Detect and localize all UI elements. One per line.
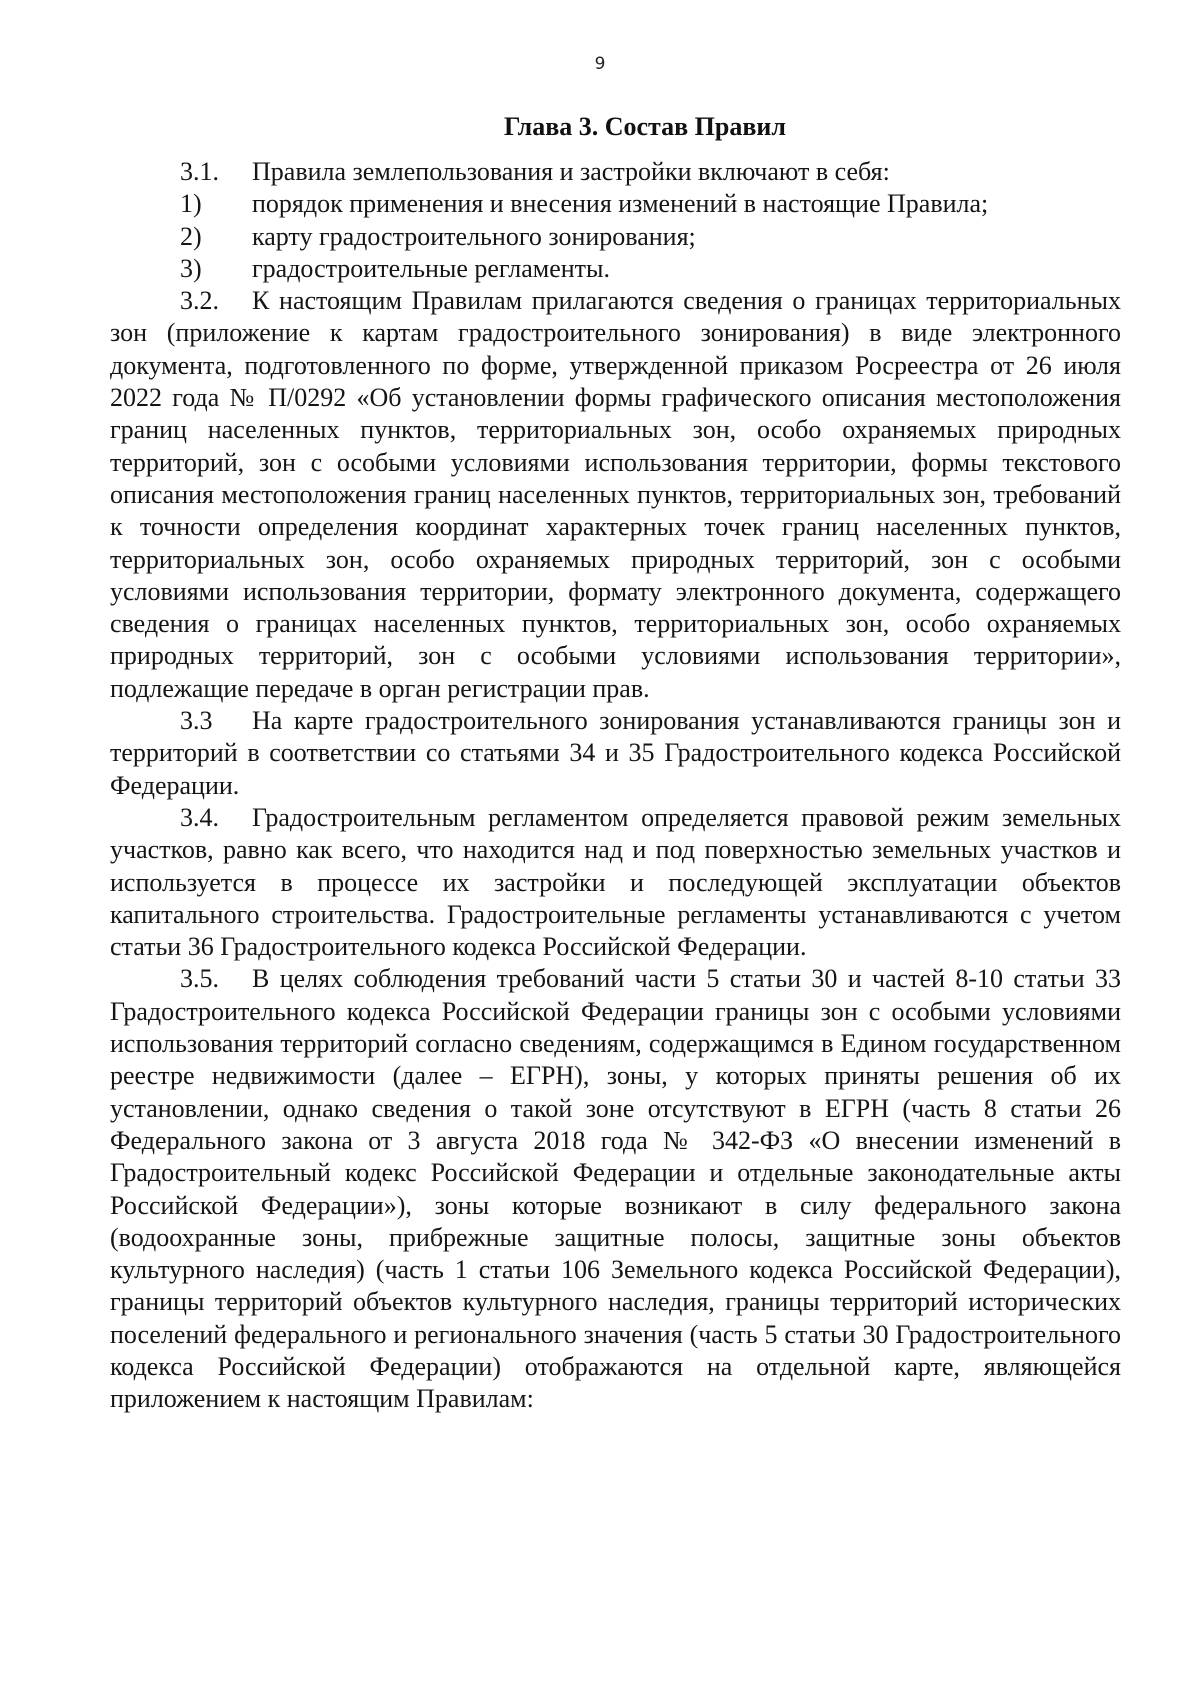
document-body bbox=[110, 156, 1121, 1416]
list-item-text: градостроительные регламенты. bbox=[252, 253, 611, 283]
list-item-number: 1) bbox=[180, 189, 202, 219]
list-item-text: порядок применения и внесения изменений в настоящие Правила; bbox=[252, 189, 989, 219]
clause-3-5 bbox=[110, 963, 1121, 1415]
list-item-number: 2) bbox=[180, 221, 202, 251]
clause-text: Градостроительным регламентом определяется правовой режим земельных участков, равно как всего, что находится над и под поверхностью земельных участков и используется в процессе их застройки и последующей эксплуатации объектов капитального строительства. Градостроительные регламенты устанавливаются с учетом статьи 36 Градостроительного кодекса Российской Федерации. bbox=[110, 802, 1121, 962]
clause-number: 3.4. bbox=[180, 802, 219, 832]
list-item bbox=[110, 221, 1121, 253]
clause-3-1 bbox=[110, 156, 1121, 188]
clause-number: 3.2. bbox=[180, 286, 219, 316]
clause-3-2 bbox=[110, 285, 1121, 705]
clause-3-3 bbox=[110, 705, 1121, 802]
chapter-title: Глава 3. Состав Правил bbox=[504, 112, 786, 141]
page-number: 9 bbox=[594, 54, 606, 74]
list-item-number: 3) bbox=[180, 253, 202, 283]
list-item bbox=[110, 188, 1121, 220]
clause-text: На карте градостроительного зонирования устанавливаются границы зон и территорий в соответствии со статьями 34 и 35 Градостроительного кодекса Российской Федерации. bbox=[110, 706, 1121, 800]
list-item bbox=[110, 253, 1121, 285]
clause-text: В целях соблюдения требований части 5 статьи 30 и частей 8-10 статьи 33 Градостроительного кодекса Российской Федерации границы зон с особыми условиями использования территорий согласно сведениям, содержащимся в Едином государственном реестре недвижимости (далее – ЕГРН), зоны, у которых приняты решения об их установлении, однако сведения о такой зоне отсутствуют в ЕГРН (часть 8 статьи 26 Федерального закона от 3 августа 2018 года № 342-ФЗ «О внесении изменений в Градостроительный кодекс Российской Федерации и отдельные законодательные акты Российской Федерации»), зоны которые возникают в силу федерального закона (водоохранные зоны, прибрежные защитные полосы, защитные зоны объектов культурного наследия) (часть 1 статьи 106 Земельного кодекса Российской Федерации), границы территорий объектов культурного наследия, границы территорий исторических поселений федерального и регионального значения (часть 5 статьи 30 Градостроительного кодекса Российской Федерации) отображаются на отдельной карте, являющейся приложением к настоящим Правилам: bbox=[110, 964, 1121, 1414]
clause-number: 3.5. bbox=[180, 964, 219, 994]
clause-text: Правила землепользования и застройки включают в себя: bbox=[252, 157, 890, 186]
clause-number: 3.3 bbox=[180, 706, 213, 736]
clause-number: 3.1. bbox=[180, 157, 219, 186]
clause-3-4 bbox=[110, 802, 1121, 963]
clause-text: К настоящим Правилам прилагаются сведения о границах территориальных зон (приложение к картам градостроительного зонирования) в виде электронного документа, подготовленного по форме, утвержденной приказом Росреестра от 26 июля 2022 года № П/0292 «Об установлении формы графического описания местоположения границ населенных пунктов, территориальных зон, особо охраняемых природных территорий, зон с особыми условиями использования территории, формы текстового описания местоположения границ населенных пунктов, территориальных зон, требований к точности определения координат характерных точек границ населенных пунктов, территориальных зон, особо охраняемых природных территорий, зон с особыми условиями использования территории, формату электронного документа, содержащего сведения о границах населенных пунктов, территориальных зон, особо охраняемых природных территорий, зон с особыми условиями использования территории», подлежащие передаче в орган регистрации прав. bbox=[110, 286, 1121, 703]
list-item-text: карту градостроительного зонирования; bbox=[252, 221, 696, 251]
